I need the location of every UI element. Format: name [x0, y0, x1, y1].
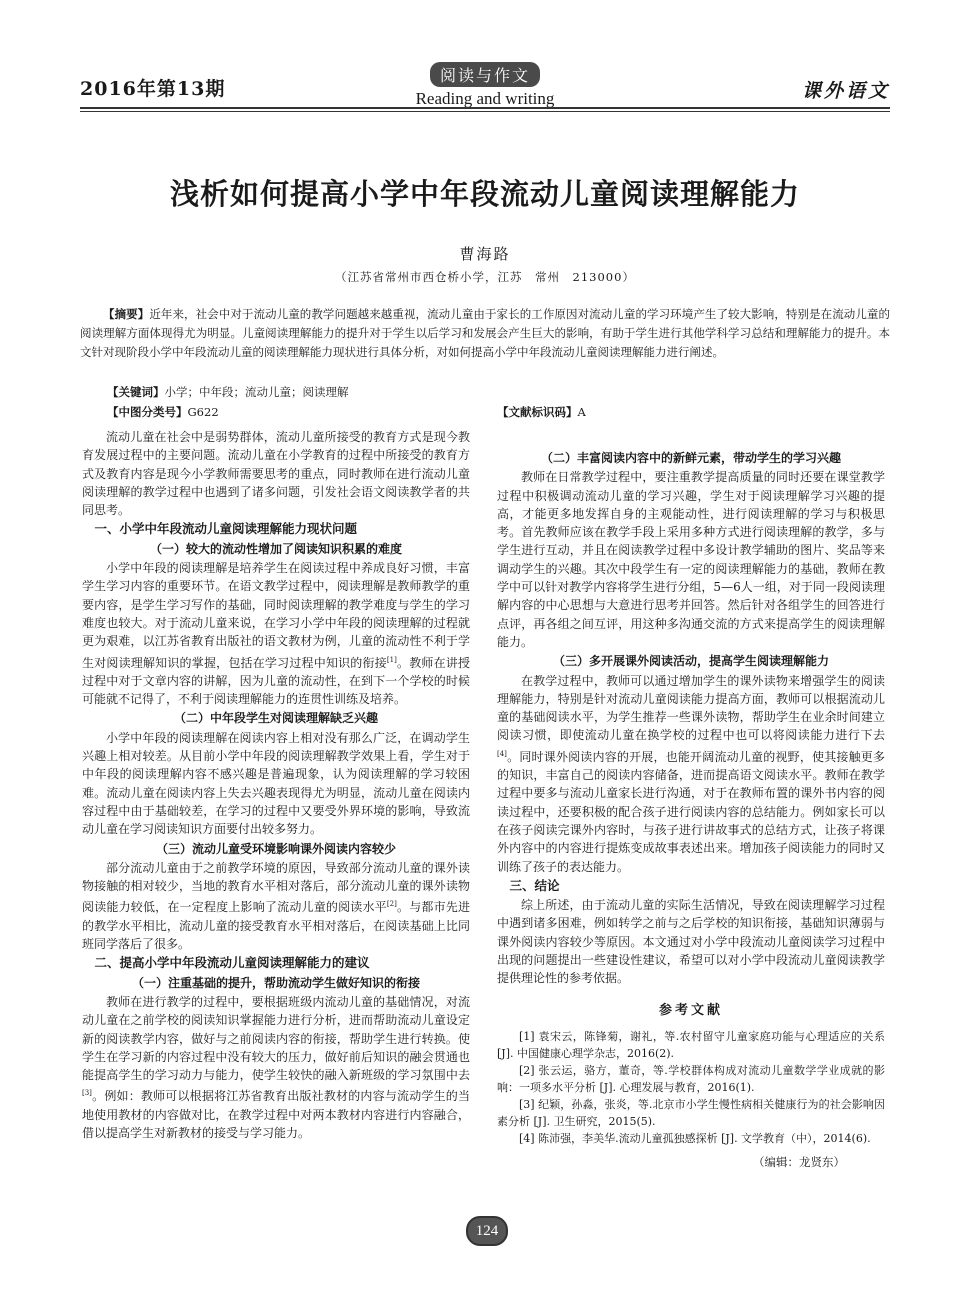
citation-mark: [1]: [386, 655, 397, 664]
paragraph: [82, 559, 470, 708]
citation-mark: [4]: [497, 749, 507, 758]
editor-note: （编辑：龙贤东）: [753, 1154, 845, 1169]
paragraph-text: 教师在进行教学的过程中，要根据班级内流动儿童的基础情况，对流动儿童在之前学校的阅读知识掌握能力进行分析，进而帮助流动儿童设定新的阅读教学内容，做好与之前阅读内容的衔接，帮助学生进行转换。使学生在学习新的内容过程中没有较大的压力，做好前后知识的融会贯通也能提高学生的学习动力与能力，使学生较快的融入新班级的学习氛围中去: [82, 994, 470, 1083]
doc-code-label: 【文献标识码】: [497, 405, 578, 419]
column-header: [400, 62, 570, 109]
reference-item: [1] 袁宋云，陈锋菊，谢礼，等.农村留守儿童家庭功能与心理适应的关系 [J]. 中国健康心理学杂志，2016(2).: [497, 1029, 885, 1060]
column-badge: 阅读与作文: [430, 62, 540, 87]
document-code: [497, 404, 586, 420]
abstract: [80, 305, 890, 362]
citation-mark: [3]: [82, 1089, 92, 1098]
paragraph-text: 在教学过程中，教师可以通过增加学生的课外读物来增强学生的阅读理解能力，特别是针对流动儿童阅读能力提高方面，教师可以根据流动儿童的基础阅读水平，为学生推荐一些课外读物，帮助学生在业余时间建立阅读习惯，即使流动儿童在换学校的过程中也可以将阅读能力进行下去: [497, 673, 885, 743]
article-title: 浅析如何提高小学中年段流动儿童阅读理解能力: [169, 177, 800, 211]
section-heading-3: 三、结论: [509, 877, 560, 893]
right-column: [497, 448, 885, 1171]
doc-code-value: A: [577, 405, 586, 419]
paragraph: 教师在日常教学过程中，要注重教学提高质量的同时还要在课堂教学过程中积极调动流动儿童的学习兴趣，学生对于阅读理解学习兴趣的提高，才能更多地发挥自身的主观能动性，进行阅读理解的学习与积极思考。首先教师应该在教学手段上采用多种方式进行阅读理解的教学，多与学生进行互动，并且在阅读教学过程中多设计教学辅助的图片、奖品等来调动学生的兴趣。其次中段学生有一定的阅读理解能力的基础，教师在教学中可以针对教学内容将学生进行分组，5—6人一组，对于同一段阅读理解内容的中心思想与大意进行思考并回答。然后针对各组学生的回答进行点评，再各组之间互评，用这种多沟通交流的方式来提高学生的阅读理解能力。: [497, 470, 885, 649]
journal-name: 课外语文: [801, 80, 890, 102]
paragraph-text: 。与都市先进的教学水平相比，流动儿童的接受教育水平相对落后，在阅读基础上比同班同学落后了很多。: [82, 900, 470, 952]
abstract-label: 【摘要】: [103, 307, 150, 321]
paragraph-text: 。例如：教师可以根据将江苏省教育出版社教材的内容与流动学生的当地使用教材的内容做对比，在教学过程中对两本教材内容进行内容融合，借以提高学生对新教材的接受与学习能力。: [82, 1089, 470, 1140]
subsection-heading-2-2: （二）丰富阅读内容中的新鲜元素，带动学生的学习兴趣: [540, 451, 841, 465]
references-title: 参考文献: [658, 1002, 723, 1018]
reference-item: [3] 纪颖，孙淼，张炎，等.北京市小学生慢性病相关健康行为的社会影响因素分析 [J]. 卫生研究，2015(5).: [497, 1097, 885, 1128]
author-name: 曹海路: [459, 245, 511, 263]
subsection-heading-2-3: （三）多开展课外阅读活动，提高学生阅读理解能力: [552, 654, 829, 669]
section-heading-2: 二、提高小学中年段流动儿童阅读理解能力的建议: [94, 955, 370, 971]
classification: [107, 404, 219, 420]
paragraph: 小学中年段的阅读理解在阅读内容上相对没有那么广泛，在调动学生兴趣上相对较差。从目前小学中年段的阅读理解教学效果上看，学生对于中年段的阅读理解内容不感兴趣是普遍现象，认为阅读理解的学习较困难。流动儿童在阅读内容上失去兴趣表现得尤为明显，流动儿童在阅读内容过程中由于基础较差，在学习的过程中又要受外界环境的影响，导致流动儿童在学习阅读知识方面要付出较多努力。: [82, 730, 470, 837]
page-number: 124: [466, 1216, 508, 1246]
header-divider: [80, 107, 890, 109]
paragraph: [82, 859, 470, 953]
header-divider-thin: [80, 111, 890, 112]
subsection-heading-2-1: （一）注重基础的提升，帮助流动学生做好知识的衔接: [131, 975, 420, 990]
keywords: [107, 384, 349, 400]
paragraph-text: 部分流动儿童由于之前教学环境的原因，导致部分流动儿童的课外读物接触的相对较少，当地的教育水平相对落后，部分流动儿童的课外读物阅读能力较低，在一定程度上影响了流动儿童的阅读水平: [82, 860, 470, 915]
reference-item: [2] 张云运，骆方，董奇，等.学校群体构成对流动儿童数学学业成就的影响：一项多水平分析 [J]. 心理发展与教育，2016(1).: [497, 1063, 885, 1094]
section-heading-1: 一、小学中年段流动儿童阅读理解能力现状问题: [94, 521, 358, 537]
citation-mark: [2]: [386, 900, 397, 909]
reference-item: [4] 陈沛强，李美华.流动儿童孤独感探析 [J]. 文学教育（中），2014(6).: [519, 1131, 871, 1145]
paragraph-text: 小学中年段的阅读理解是培养学生在阅读过程中养成良好习惯，丰富学生学习内容的重要环节。在语文教学过程中，阅读理解是教师教学的重要内容，是学生学习写作的基础，同时阅读理解的教学难度与学生的学习难度也较大。对于流动儿童来说，在学习小学中年段的阅读理解的过程就更为艰难，以江苏省教育出版社的语文教材为例，儿童的流动性不利于学生对阅读理解知识的掌握，包括在学习过程中知识的衔接: [82, 561, 470, 670]
subsection-heading-1-1: （一）较大的流动性增加了阅读知识积累的难度: [149, 541, 402, 556]
column-english: Reading and writing: [415, 89, 555, 108]
clc-label: 【中图分类号】: [107, 405, 188, 419]
subsection-heading-1-2: （二）中年段学生对阅读理解缺乏兴趣: [173, 711, 378, 726]
conclusion-paragraph: 综上所述，由于流动儿童的实际生活情况，导致在阅读理解学习过程中遇到诸多困难，例如转学之前与之后学校的知识衔接，基础知识薄弱与课外阅读内容较少等原因。本文通过对小学中段流动儿童阅读学习过程中出现的问题提出一些建设性建议，希望可以对小学中段流动儿童阅读教学提供理论性的参考依据。: [497, 898, 885, 986]
left-column: [82, 428, 470, 1142]
author-affiliation: （江苏省常州市西仓桥小学，江苏 常州 213000）: [335, 270, 635, 284]
keywords-text: 小学；中年段；流动儿童；阅读理解: [164, 385, 349, 399]
issue-label: 2016年第13期: [80, 78, 226, 100]
clc-code: G622: [187, 405, 219, 419]
abstract-text: 近年来，社会中对于流动儿童的教学问题越来越重视，流动儿童由于家长的工作原因对流动儿童的学习环境产生了较大影响，特别是在流动儿童的阅读理解方面体现得尤为明显。儿童阅读理解能力的提升对于学生以后学习和发展会产生巨大的影响，有助于学生进行其他学科学习总结和理解能力的提升。本文针对现阶段小学中年段流动儿童的阅读理解能力现状进行具体分析，对如何提高小学中年段流动儿童阅读理解能力进行阐述。: [80, 307, 891, 359]
paragraph: [82, 993, 470, 1142]
keywords-label: 【关键词】: [107, 385, 165, 399]
paragraph: [497, 672, 885, 876]
paragraph-text: 。同时课外阅读内容的开展，也能开阔流动儿童的视野，使其接触更多的知识，丰富自己的阅读内容储备，进而提高语文阅读水平。教师在教学过程中要多与流动儿童家长进行沟通，对于在教师布置的课外书内容的阅读过程中，还要积极的配合孩子进行阅读内容的总结能力。例如家长可以在孩子阅读完课外内容时，与孩子进行讲故事式的总结方式，让孩子将课外内容中的内容进行提炼变成故事表述出来。增加孩子阅读能力的同时又训练了孩子的表达能力。: [497, 749, 885, 874]
paragraph-text: 。教师在讲授过程中对于文章内容的讲解，因为儿童的流动性，在到下一个学校的时候可能就不记得了，不利于阅读理解能力的连贯性训练及培养。: [82, 655, 470, 707]
intro-paragraph: 流动儿童在社会中是弱势群体，流动儿童所接受的教育方式是现今教育发展过程中的主要问题。流动儿童在小学教育的过程中所接受的教育方式及教育内容是现今小学教师需要思考的重点，同时教师在进行流动儿童阅读理解的教学过程中也遇到了诸多问题，引发社会语文阅读教学者的共同思考。: [82, 430, 470, 518]
subsection-heading-1-3: （三）流动儿童受环境影响课外阅读内容较少: [155, 841, 396, 856]
